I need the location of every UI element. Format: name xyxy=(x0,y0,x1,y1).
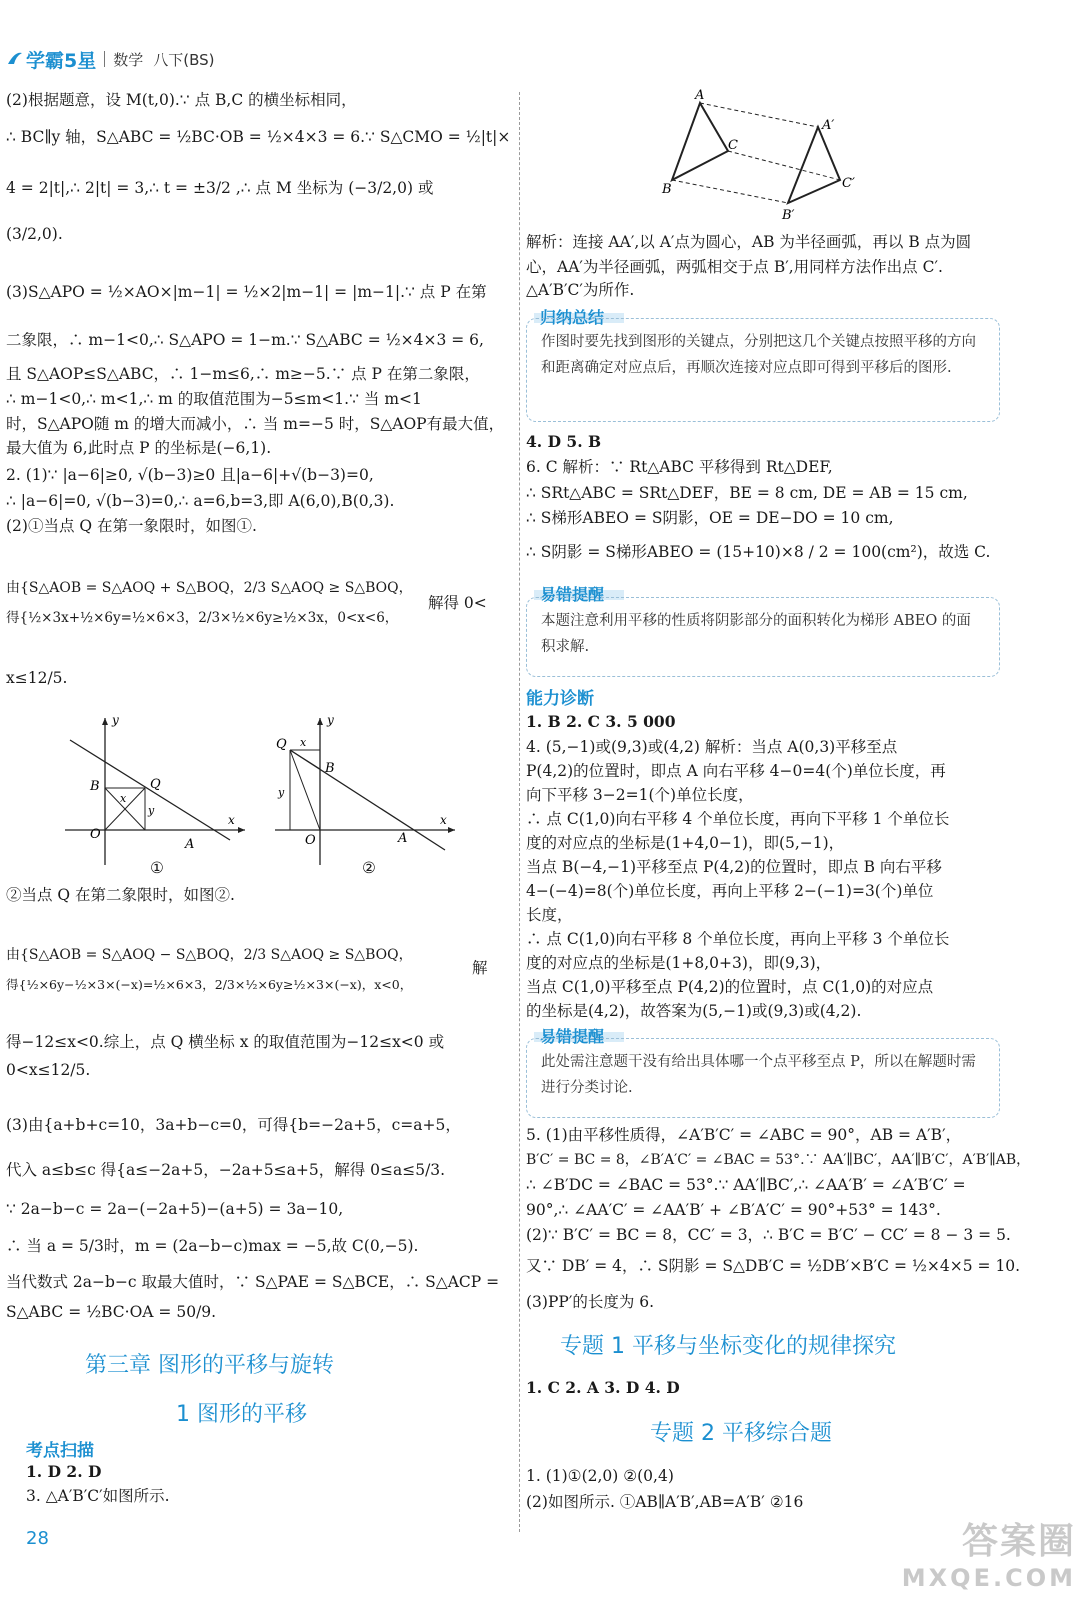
left-line-17: ②当点 Q 在第二象限时，如图②. xyxy=(6,886,235,904)
right-line4-0: 5. (1)由平移性质得，∠A′B′C′ = ∠ABC = 90°，AB = A′B′， xyxy=(526,1126,962,1144)
topic1-title: 专题 1 平移与坐标变化的规律探究 xyxy=(560,1334,896,1359)
left-line-18: 由{S△AOB = S△AOQ − S△BOQ，2/3 S△AOQ ≥ S△BOQ， xyxy=(6,947,413,963)
fig2-label-y-seg: y xyxy=(278,786,285,799)
right-line3-11: 当点 C(1,0)平移至点 P(4,2)的位置时，点 C(1,0)的对应点 xyxy=(526,978,934,996)
left-line-0: (2)根据题意，设 M(t,0).∵ 点 B,C 的横坐标相同， xyxy=(6,91,357,109)
left-line-8: 时，S△APO随 m 的增大而减小，∴ 当 m=−5 时，S△AOP有最大值， xyxy=(6,415,505,433)
right-line2-4: ∴ S阴影 = S梯形ABEO = (15+10)×8 / 2 = 100(cm²)，故选 C. xyxy=(526,543,991,561)
fig2-label-x-seg: x xyxy=(300,736,307,749)
right-line4-6: (3)PP′的长度为 6. xyxy=(526,1293,655,1311)
right-line4-4: (2)∵ B′C′ = BC = 8，CC′ = 3，∴ B′C = B′C′ − CC′ = 8 − 3 = 5. xyxy=(526,1226,1011,1244)
left-line-6: 且 S△AOP≤S△ABC，∴ 1−m≤6,∴ m≥−5.∵ 点 P 在第二象限， xyxy=(6,365,480,383)
fig2-label-y-axis: y xyxy=(327,713,334,727)
note-summary: 作图时要先找到图形的关键点，分别把这几个关键点按照平移的方向和距离确定对应点后，再顺次连接对应点即可得到平移后的图形. xyxy=(526,318,1000,422)
left-line-10: 2. (1)∵ |a−6|≥0, √(b−3)≥0 且|a−6|+√(b−3)=0, xyxy=(6,466,374,484)
left-line-21: 得−12≤x<0.综上，点 Q 横坐标 x 的取值范围为−12≤x<0 或 xyxy=(6,1033,445,1051)
tag-mistake-1-text: 易错提醒 xyxy=(540,585,605,604)
fig2-label-B: B xyxy=(325,761,335,776)
logo xyxy=(6,46,96,73)
fig2-y-arrow xyxy=(317,718,323,725)
right-line4-5: 又∵ DB′ = 4，∴ S阴影 = S△DB′C = ½DB′×B′C = ½×4×5 = 10. xyxy=(526,1257,1021,1275)
left-line-16: x≤12/5. xyxy=(6,669,68,687)
right-line4-3: 90°,∴ ∠AA′C′ = ∠AA′B′ + ∠B′A′C′ = 90°+53° = 143°. xyxy=(526,1201,941,1219)
right-line3-8: 长度， xyxy=(526,906,573,924)
left-line-4: (3)S△APO = ½×AO×|m−1| = ½×2|m−1| = |m−1|.∵ 点 P 在第 xyxy=(6,283,487,301)
left-line-9: 最大值为 6,此时点 P 的坐标是(−6,1). xyxy=(6,439,272,457)
fig1-label-x-seg: x xyxy=(120,792,127,805)
left-line-28: S△ABC = ½BC·OA = 50/9. xyxy=(6,1303,217,1321)
logo-text: 学霸5星 xyxy=(26,49,97,72)
left-line-22: 0<x≤12/5. xyxy=(6,1061,91,1079)
left-line-2: 4 = 2|t|,∴ 2|t| = 3,∴ t = ±3/2 ,∴ 点 M 坐标为 (−3/2,0) 或 xyxy=(6,179,434,197)
fig2-label-A: A xyxy=(398,831,408,846)
right-line2-3: ∴ S梯形ABEO = S阴影，OE = DE−DO = 10 cm, xyxy=(526,509,894,527)
left-line-11: ∴ |a−6|=0, √(b−3)=0,∴ a=6,b=3,即 A(6,0),B(0,3). xyxy=(6,492,395,510)
left-ans-3: 3. △A′B′C′如图所示. xyxy=(26,1487,170,1505)
note-mistake-2: 此处需注意题干没有给出具体哪一个点平移至点 P，所以在解题时需进行分类讨论. xyxy=(526,1038,1000,1118)
topic1-answers: 1. C 2. A 3. D 4. D xyxy=(526,1378,680,1397)
fig1-label-Q: Q xyxy=(150,777,161,792)
fig1-x-arrow xyxy=(238,827,245,833)
left-line-3: (3/2,0). xyxy=(6,225,63,243)
tri-label-A2: A′ xyxy=(822,118,835,133)
left-line-23: (3)由{a+b+c=10，3a+b−c=0，可得{b=−2a+5，c=a+5， xyxy=(6,1116,461,1134)
tri-label-C2: C′ xyxy=(842,176,855,191)
nengli-heading: 能力诊断 xyxy=(526,689,594,709)
jiexi-line-0: 解析：连接 AA′,以 A′点为圆心，AB 为半径画弧，再以 B 点为圆 xyxy=(526,233,972,251)
tri-label-A: A xyxy=(695,88,705,103)
fig2-seg-bq xyxy=(290,750,320,769)
tag-summary-text: 归纳总结 xyxy=(540,308,605,327)
right-line3-12: 的坐标是(4,2)，故答案为(5,−1)或(9,3)或(4,2). xyxy=(526,1002,862,1020)
right-line4-1: B′C′ = BC = 8，∠B′A′C′ = ∠BAC = 53°.∵ AA′∥BC′，AA′∥B′C′，A′B′∥AB， xyxy=(526,1152,1031,1168)
fig2-x-arrow xyxy=(448,827,455,833)
tri-label-B2: B′ xyxy=(782,208,795,223)
tri-label-B: B xyxy=(662,182,672,197)
left-line-13: 由{S△AOB = S△AOQ + S△BOQ，2/3 S△AOQ ≥ S△BOQ， xyxy=(6,580,413,596)
topic2-answer-2: (2)如图所示. ①AB∥A′B′,AB=A′B′ ②16 xyxy=(526,1493,804,1511)
right-line3-2: P(4,2)的位置时，即点 A 向右平移 4−0=4(个)单位长度，再 xyxy=(526,762,946,780)
page-number: 28 xyxy=(26,1528,49,1549)
right-line3-9: ∴ 点 C(1,0)向右平移 8 个单位长度，再向上平移 3 个单位长 xyxy=(526,930,950,948)
note-mistake-1: 本题注意利用平移的性质将阴影部分的面积转化为梯形 ABEO 的面积求解. xyxy=(526,597,1000,677)
fig1-label-y-axis: y xyxy=(112,713,119,727)
right-line3-6: 当点 B(−4,−1)平移至点 P(4,2)的位置时，即点 B 向右平移 xyxy=(526,858,942,876)
header-separator xyxy=(104,51,105,67)
watermark xyxy=(902,1513,1076,1592)
watermark-logo: 答案圈 xyxy=(961,1521,1076,1562)
figure-1-caption: ① xyxy=(150,859,164,877)
triangle-abc xyxy=(672,103,728,180)
fig2-seg-oq xyxy=(290,750,320,830)
triangle-a2b2c2 xyxy=(788,127,840,203)
fig1-label-B: B xyxy=(90,779,100,794)
right-line2-2: ∴ SRt△ABC = SRt△DEF，BE = 8 cm, DE = AB = 15 cm, xyxy=(526,484,968,502)
fig1-label-y-seg: y xyxy=(148,804,155,817)
page-header xyxy=(6,46,215,72)
jiexi-line-2: △A′B′C′为所作. xyxy=(526,281,635,299)
right-line3-10: 度的对应点的坐标是(1+8,0+3)，即(9,3)， xyxy=(526,954,832,972)
right-line3-3: 向下平移 3−2=1(个)单位长度， xyxy=(526,786,754,804)
tag-mistake-2-text: 易错提醒 xyxy=(540,1027,605,1046)
right-line3-5: 度的对应点的坐标是(1+4,0−1)，即(5,−1)， xyxy=(526,834,845,852)
left-ans-1: 1. D 2. D xyxy=(26,1462,102,1481)
left-line-7: ∴ m−1<0,∴ m<1,∴ m 的取值范围为−5≤m<1.∵ 当 m<1 xyxy=(6,390,422,408)
column-divider xyxy=(519,92,520,1532)
fig2-label-O: O xyxy=(305,833,316,848)
topic2-title: 专题 2 平移综合题 xyxy=(650,1421,832,1446)
tri-label-C: C xyxy=(728,138,738,153)
header-grade: 八下(BS) xyxy=(153,50,215,69)
left-line-5: 二象限，∴ m−1<0,∴ S△APO = 1−m.∵ S△ABC = ½×4×3 = 6, xyxy=(6,331,484,349)
left-line-15: 解得 0< xyxy=(428,594,487,612)
left-line-27: 当代数式 2a−b−c 取最大值时，∵ S△PAE = S△BCE，∴ S△ACP = xyxy=(6,1273,500,1291)
right-line2-1: 6. C 解析：∵ Rt△ABC 平移得到 Rt△DEF, xyxy=(526,458,833,476)
fig1-label-O: O xyxy=(90,827,101,842)
right-line3-0: 1. B 2. C 3. 5 000 xyxy=(526,712,676,731)
topic2-answer-1: 1. (1)①(2,0) ②(0,4) xyxy=(526,1467,674,1485)
figure-1 xyxy=(60,710,250,880)
figure-2 xyxy=(270,710,460,880)
right-line4-2: ∴ ∠B′DC = ∠BAC = 53°.∵ AA′∥BC′,∴ ∠AA′B′ = ∠A′B′C′ = xyxy=(526,1176,966,1194)
right-line3-4: ∴ 点 C(1,0)向右平移 4 个单位长度，再向下平移 1 个单位长 xyxy=(526,810,950,828)
left-line-20: 解 xyxy=(472,959,488,977)
section-title: 1 图形的平移 xyxy=(176,1402,307,1427)
header-subject: 数学 xyxy=(113,50,144,69)
right-line3-7: 4−(−4)=8(个)单位长度，再向上平移 2−(−1)=3(个)单位 xyxy=(526,882,934,900)
right-line2-0: 4. D 5. B xyxy=(526,432,602,451)
line-bb2 xyxy=(672,180,788,203)
logo-icon xyxy=(6,50,24,68)
line-aa2 xyxy=(700,103,818,127)
chapter-title: 第三章 图形的平移与旋转 xyxy=(85,1353,334,1378)
left-line-24: 代入 a≤b≤c 得{a≤−2a+5，−2a+5≤a+5，解得 0≤a≤5/3. xyxy=(6,1161,446,1179)
left-line-19: 得{½×6y−½×3×(−x)=½×6×3，2/3×½×6y≥½×3×(−x)，x<0， xyxy=(6,977,413,992)
fig2-label-x-axis: x xyxy=(440,813,447,827)
line-cc2 xyxy=(728,151,840,180)
jiexi-line-1: 心，AA′为半径画弧，两弧相交于点 B′,用同样方法作出点 C′. xyxy=(526,258,943,276)
left-line-12: (2)①当点 Q 在第一象限时，如图①. xyxy=(6,517,257,535)
fig2-label-Q: Q xyxy=(276,737,287,752)
left-line-25: ∵ 2a−b−c = 2a−(−2a+5)−(a+5) = 3a−10, xyxy=(6,1200,344,1218)
left-line-14: 得{½×3x+½×6y=½×6×3，2/3×½×6y≥½×3x，0<x<6， xyxy=(6,610,399,626)
fig1-y-arrow xyxy=(102,718,108,725)
right-line3-1: 4. (5,−1)或(9,3)或(4,2) 解析：当点 A(0,3)平移至点 xyxy=(526,738,898,756)
fig1-label-x-axis: x xyxy=(228,813,235,827)
figure-2-caption: ② xyxy=(362,859,376,877)
kaodian-heading: 考点扫描 xyxy=(26,1441,94,1461)
translation-figure xyxy=(650,85,870,225)
left-line-1: ∴ BC∥y 轴，S△ABC = ½BC·OB = ½×4×3 = 6.∵ S△CMO = ½|t|× xyxy=(6,128,511,146)
watermark-url: MXQE.COM xyxy=(901,1564,1076,1592)
left-line-26: ∴ 当 a = 5/3时，m = (2a−b−c)max = −5,故 C(0,−5). xyxy=(6,1237,419,1255)
fig1-label-A: A xyxy=(185,837,195,852)
